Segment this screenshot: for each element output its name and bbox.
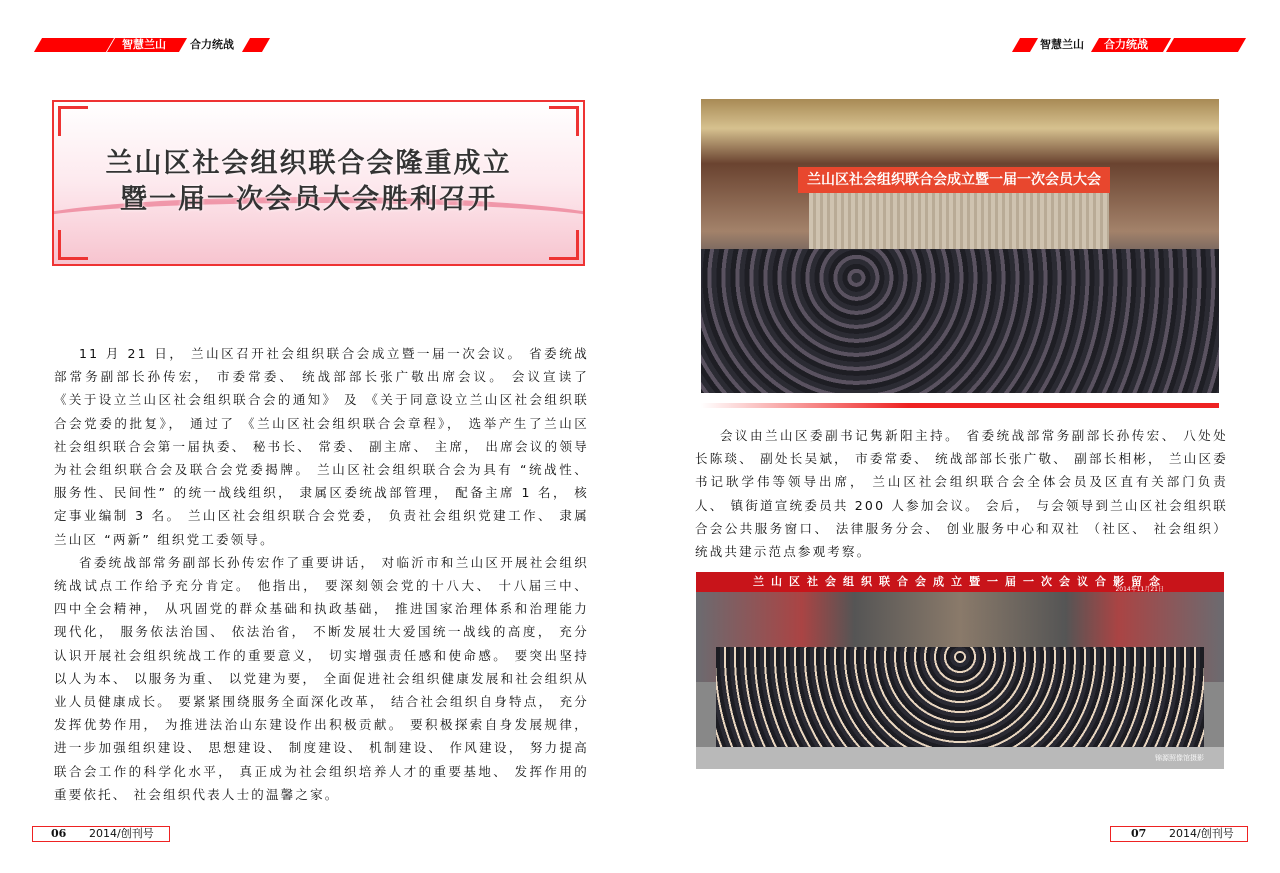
page-number: 07 (1131, 827, 1147, 840)
meeting-hall-photo (701, 99, 1219, 393)
photo-banner: 兰山区社会组织联合会成立暨一届一次会员大会 (798, 167, 1110, 193)
footer-right (1110, 826, 1248, 842)
issue-label: 2014/创刊号 (89, 827, 154, 840)
title-frame (52, 100, 585, 266)
header-tag-1: 智慧兰山 (122, 38, 166, 51)
header-bar-right (1166, 38, 1246, 52)
divider (701, 403, 1219, 408)
header-bar-left (34, 38, 114, 52)
header-tag-1-right: 智慧兰山 (1040, 38, 1084, 51)
issue-label: 2014/创刊号 (1169, 827, 1234, 840)
group-photo-banner: 兰山区社会组织联合会成立暨一届一次会议合影留念 (696, 572, 1224, 592)
header-tag-2-right: 合力统战 (1104, 38, 1148, 51)
left-article-body (54, 342, 589, 806)
header-tag-2: 合力统战 (190, 38, 234, 51)
group-photo (696, 572, 1224, 769)
paragraph: 省委统战部常务副部长孙传宏作了重要讲话， 对临沂市和兰山区开展社会组织统战试点工作给予充分肯定。 他指出， 要深刻领会党的十八大、 十八届三中、 四中全会精神， 从巩固党的群众基础和执政基础， 推进国家治理体系和治理能力现代化， 服务依法治国、 依法治省， 不断发展壮大爱国统一战线的高度， 充分认识开展社会组织统战工作的重要意义， 切实增强责任感和使命感。 要突出坚持以人为本、 以服务为重、 以党建为要， 全面促进社会组织健康发展和社会组织从业人员健康成长。 要紧紧围绕服务全面深化改革， 结合社会组织自身特点， 充分发挥优势作用， 为推进法治山东建设作出积极贡献。 要积极探索自身发展规律， 进一步加强组织建设、 思想建设、 制度建设、 机制建设、 作风建设， 努力提高联合会工作的科学化水平， 真正成为社会组织培养人才的重要基地、 发挥作用的重要依托、 社会组织代表人士的温馨之家。 (54, 554, 589, 802)
article-title: 兰山区社会组织联合会隆重成立 暨一届一次会员大会胜利召开 (105, 148, 512, 215)
right-article-body (695, 424, 1228, 563)
header-bar-right-start (1012, 38, 1038, 52)
paragraph: 会议由兰山区委副书记隽新阳主持。 省委统战部常务副部长孙传宏、 八处处长陈琰、 副处长吴斌， 市委常委、 统战部部长张广敬、 副部长相彬， 兰山区委书记耿学伟等领导出席， 兰山区社会组织联合会全体会员及区直有关部门负责人、 镇街道宣统委员共 200 人参加会议。 会后， 与会领导到兰山区社会组织联合会公共服务窗口、 法律服务分会、 创业服务中心和双社 （社区、 社会组织） 统战共建示范点参观考察。 (695, 428, 1228, 560)
footer-left (32, 826, 170, 842)
photo-date: 2014年11月21日 (1115, 586, 1164, 593)
photo-credit: 锦源照像馆摄影 (1155, 754, 1204, 762)
header-bar-end (242, 38, 270, 52)
page-number: 06 (51, 827, 67, 840)
paragraph: 11 月 21 日， 兰山区召开社会组织联合会成立暨一届一次会议。 省委统战部常务副部长孙传宏， 市委常委、 统战部部长张广敬出席会议。 会议宣读了 《关于设立兰山区社会组织联合会的通知》 及 《关于同意设立兰山区社会组织联合会党委的批复》， 通过了 《兰山区社会组织联合会章程》， 选举产生了兰山区社会组织联合会第一届执委、 秘书长、 常委、 副主席、 主席， 出席会议的领导为社会组织联合会及联合会党委揭牌。 兰山区社会组织联合会为具有 “统战性、服务性、民间性” 的统一战线组织， 隶属区委统战部管理， 配备主席 1 名， 核定事业编制 3 名。 兰山区社会组织联合会党委， 负责社会组织党建工作、 隶属兰山区 “两新” 组织党工委领导。 (54, 346, 589, 547)
